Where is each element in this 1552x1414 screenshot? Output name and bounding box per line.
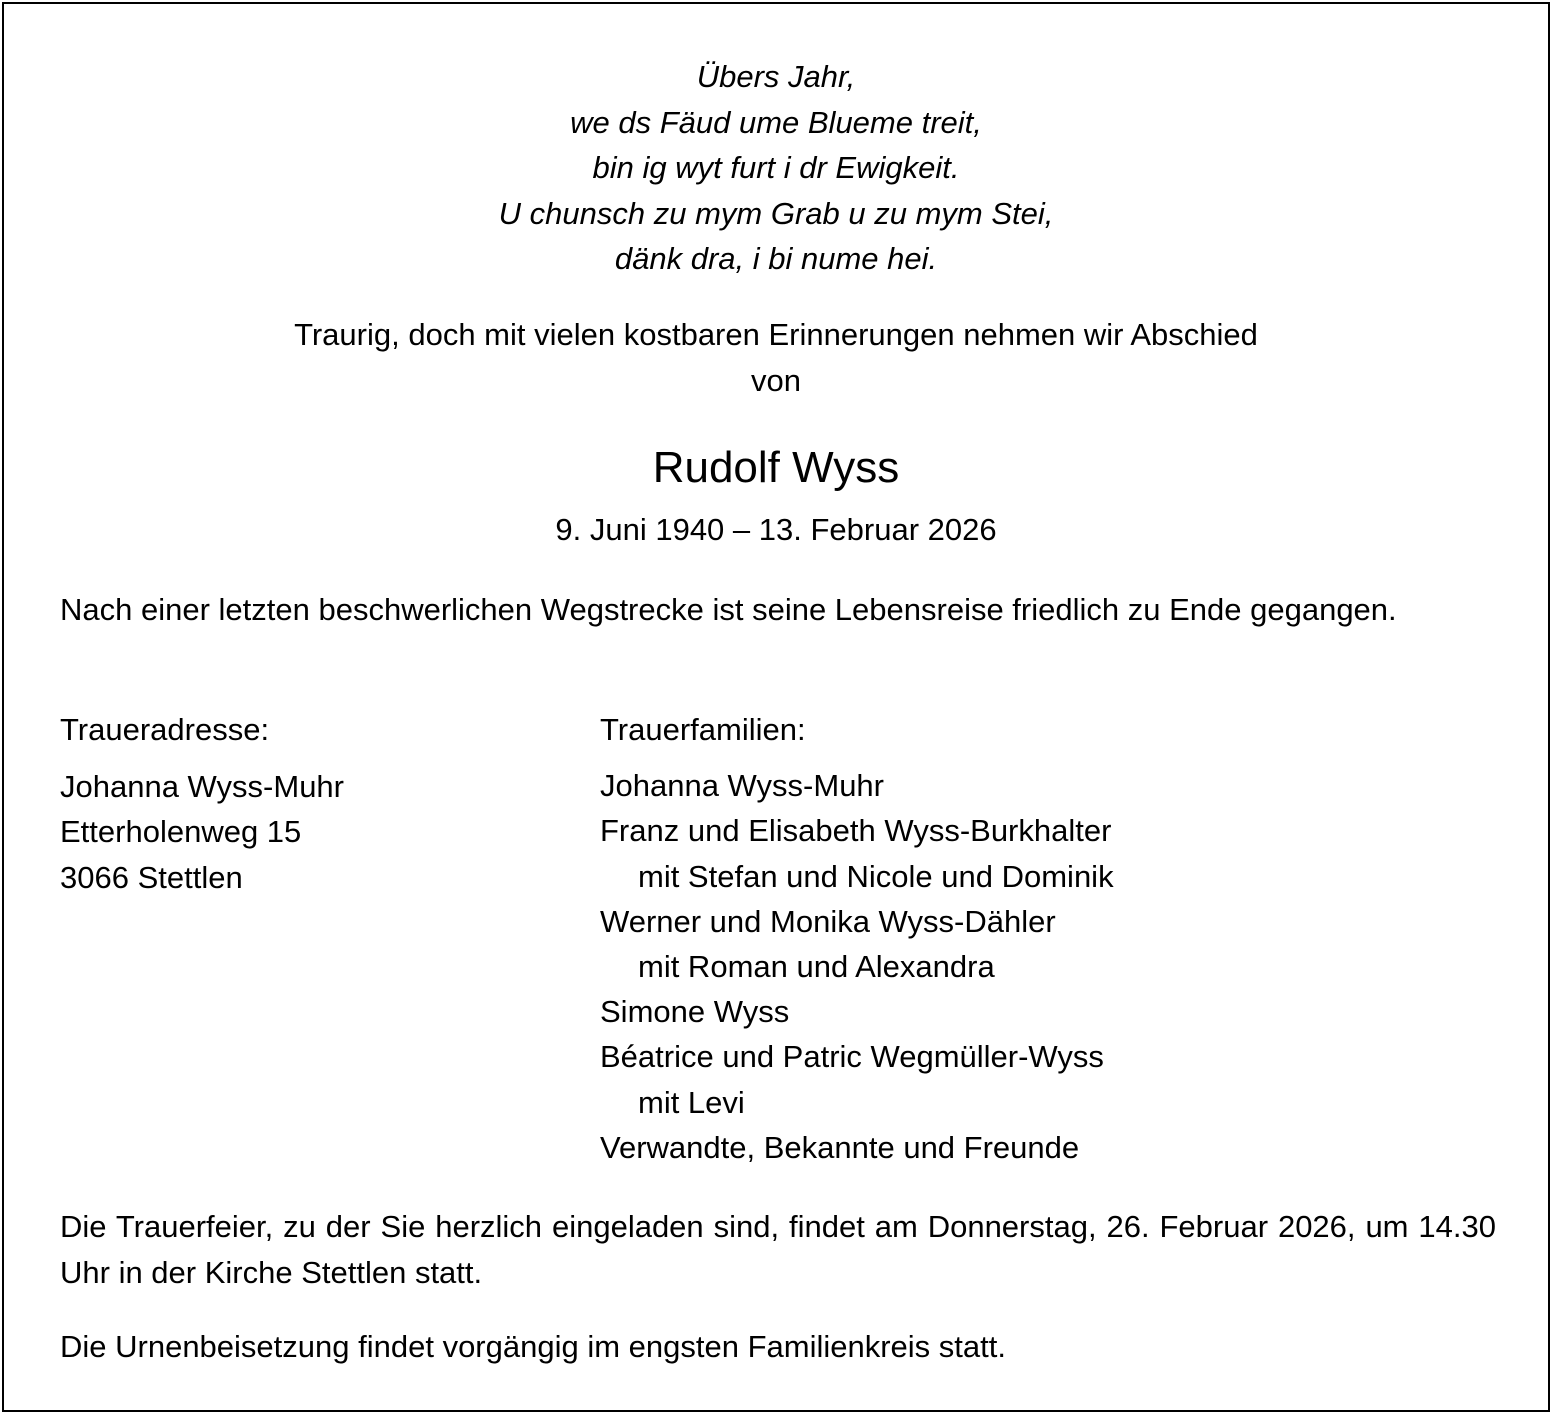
mourning-families (600, 707, 1500, 1170)
family-entry: Franz und Elisabeth Wyss-Burkhalter (600, 813, 1112, 849)
family-entry: Béatrice und Patric Wegmüller-Wyss (600, 1039, 1104, 1075)
poem-line: dänk dra, i bi nume hei. (614, 241, 938, 276)
poem-line: we ds Fäud ume Blueme treit, (570, 104, 982, 140)
family-entry: mit Stefan und Nicole und Dominik (638, 858, 1114, 894)
family-entry: Verwandte, Bekannte und Freunde (600, 1129, 1080, 1165)
family-entry: Werner und Monika Wyss-Dähler (600, 903, 1056, 939)
ceremony-paragraph: Die Trauerfeier, zu der Sie herzlich eingeladen sind, findet am Donnerstag, 26. Februar 2026, um 14.30 Uhr in der Kirche Stettlen statt. (60, 1209, 1496, 1290)
intro-line: von (751, 363, 801, 398)
burial-paragraph: Die Urnenbeisetzung findet vorgängig im engsten Familienkreis statt. (60, 1329, 1006, 1364)
deceased-name: Rudolf Wyss (652, 443, 900, 492)
family-entry: Simone Wyss (600, 994, 790, 1030)
poem (4, 54, 1548, 282)
address-line: 3066 Stettlen (60, 859, 243, 895)
address-line: Johanna Wyss-Muhr (60, 768, 344, 804)
farewell-intro (4, 312, 1548, 404)
poem-line: U chunsch zu mym Grab u zu mym Stei, (498, 195, 1054, 231)
address-heading: Traueradresse: (60, 712, 270, 747)
family-entry: Johanna Wyss-Muhr (600, 768, 884, 804)
passing-paragraph: Nach einer letzten beschwerlichen Wegstrecke ist seine Lebensreise friedlich zu Ende gegangen. (60, 592, 1397, 627)
family-entry: mit Levi (638, 1084, 745, 1120)
poem-line: Übers Jahr, (696, 59, 856, 94)
intro-line: Traurig, doch mit vielen kostbaren Erinnerungen nehmen wir Abschied (294, 317, 1258, 352)
mourning-address (60, 707, 560, 900)
life-dates: 9. Juni 1940 – 13. Februar 2026 (555, 512, 997, 547)
families-heading: Trauerfamilien: (600, 712, 806, 747)
address-line: Etterholenweg 15 (60, 814, 302, 849)
obituary-notice (2, 2, 1550, 1412)
family-entry: mit Roman und Alexandra (638, 949, 995, 985)
poem-line: bin ig wyt furt i dr Ewigkeit. (592, 150, 960, 185)
